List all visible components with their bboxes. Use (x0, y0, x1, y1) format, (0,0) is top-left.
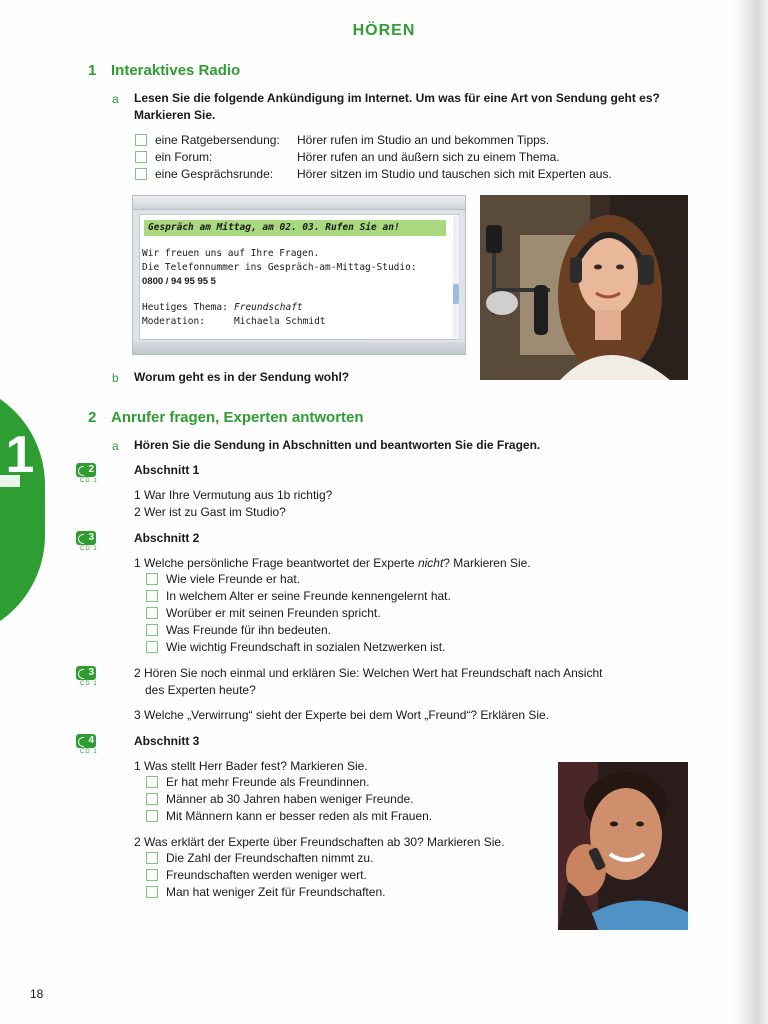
task-2a-instruction: Hören Sie die Sendung in Abschnitten und beantworten Sie die Fragen. (134, 438, 541, 452)
task-1a-instruction-line2: Markieren Sie. (134, 108, 216, 122)
option-text: Man hat weniger Zeit für Freundschaften. (166, 885, 386, 899)
cd-track-icon[interactable]: 3 CD 1 (76, 531, 98, 553)
radio-host-photo (480, 195, 688, 380)
checkbox-gespraechsrunde[interactable] (135, 168, 147, 180)
checkbox-forum[interactable] (135, 151, 147, 163)
option-text: Wie wichtig Freundschaft in sozialen Netzwerken ist. (166, 640, 446, 654)
part-2-question-2-line1: 2 Hören Sie noch einmal und erklären Sie: Welchen Wert hat Freundschaft nach Ansicht (134, 666, 603, 680)
option-term: eine Gesprächsrunde: (155, 167, 274, 181)
scrollbar[interactable] (453, 216, 459, 338)
part-2-question-2-line2: des Experten heute? (145, 683, 256, 697)
page-number: 18 (30, 987, 44, 1001)
checkbox-option[interactable] (146, 573, 158, 585)
task-1a-letter: a (112, 92, 119, 106)
part-1-title: Abschnitt 1 (134, 463, 200, 477)
announcement-topic-label: Heutiges Thema: (142, 302, 228, 313)
cd-track-icon[interactable]: 3 CD 1 (76, 666, 98, 688)
expert-photo (558, 762, 688, 930)
part-1-question-2: 2 Wer ist zu Gast im Studio? (134, 505, 286, 519)
checkbox-option[interactable] (146, 869, 158, 881)
checkbox-option[interactable] (146, 776, 158, 788)
option-text: Er hat mehr Freunde als Freundinnen. (166, 775, 370, 789)
task-1b-instruction: Worum geht es in der Sendung wohl? (134, 370, 350, 384)
man-on-phone-illustration (558, 762, 688, 930)
part-1-question-1: 1 War Ihre Vermutung aus 1b richtig? (134, 488, 333, 502)
part-2-question-1: 1 Welche persönliche Frage beantwortet der Experte nicht? Markieren Sie. (134, 556, 531, 570)
section-heading: HÖREN (352, 22, 416, 39)
checkbox-option[interactable] (146, 852, 158, 864)
cd-track-icon[interactable]: 2 CD 1 (76, 463, 98, 485)
announcement-line1: Wir freuen uns auf Ihre Fragen. (142, 248, 320, 259)
announcement-host-value: Michaela Schmidt (234, 316, 326, 327)
part-3-question-1: 1 Was stellt Herr Bader fest? Markieren Sie. (134, 759, 368, 773)
part-3-question-2: 2 Was erklärt der Experte über Freundschaften ab 30? Markieren Sie. (134, 835, 505, 849)
exercise-1-number: 1 (88, 62, 97, 79)
part-3-title: Abschnitt 3 (134, 734, 200, 748)
chapter-number: 1 (5, 426, 35, 484)
announcement-topic-value: Freundschaft (234, 302, 303, 313)
announcement-headline: Gespräch am Mittag, am 02. 03. Rufen Sie an! (144, 220, 446, 236)
option-desc: Hörer rufen an und äußern sich zu einem Thema. (297, 150, 560, 164)
task-1b-letter: b (112, 371, 119, 385)
option-desc: Hörer rufen im Studio an und bekommen Tipps. (297, 133, 550, 147)
part-2-question-3: 3 Welche „Verwirrung“ sieht der Experte bei dem Wort „Freund“? Erklären Sie. (134, 708, 550, 722)
option-term: ein Forum: (155, 150, 213, 164)
chapter-tab (0, 380, 45, 640)
browser-statusbar (133, 342, 465, 354)
cd-track-icon[interactable]: 4 CD 1 (76, 734, 98, 756)
option-text: Was Freunde für ihn bedeuten. (166, 623, 331, 637)
checkbox-option[interactable] (146, 607, 158, 619)
option-text: Männer ab 30 Jahren haben weniger Freunde. (166, 792, 414, 806)
checkbox-option[interactable] (146, 810, 158, 822)
task-1a-instruction-line1: Lesen Sie die folgende Ankündigung im Internet. Um was für eine Art von Sendung geht es? (134, 91, 660, 105)
checkbox-ratgebersendung[interactable] (135, 134, 147, 146)
browser-titlebar (133, 196, 465, 210)
scrollbar-thumb[interactable] (453, 284, 459, 304)
option-text: Freundschaften werden weniger wert. (166, 868, 367, 882)
checkbox-option[interactable] (146, 886, 158, 898)
option-text: In welchem Alter er seine Freunde kennengelernt hat. (166, 589, 451, 603)
exercise-2-number: 2 (88, 409, 97, 426)
option-text: Worüber er mit seinen Freunden spricht. (166, 606, 381, 620)
option-text: Die Zahl der Freundschaften nimmt zu. (166, 851, 374, 865)
radio-host-illustration (480, 195, 688, 380)
task-2a-letter: a (112, 439, 119, 453)
binding-shadow (732, 0, 768, 1024)
checkbox-option[interactable] (146, 793, 158, 805)
option-desc: Hörer sitzen im Studio und tauschen sich mit Experten aus. (297, 167, 612, 181)
option-text: Wie viele Freunde er hat. (166, 572, 301, 586)
option-text: Mit Männern kann er besser reden als mit Frauen. (166, 809, 433, 823)
exercise-1-title: Interaktives Radio (111, 62, 241, 79)
announcement-line2: Die Telefonnummer ins Gespräch-am-Mittag-Studio: (142, 262, 417, 273)
announcement-host-label: Moderation: (142, 316, 205, 327)
option-term: eine Ratgebersendung: (155, 133, 280, 147)
exercise-2-title: Anrufer fragen, Experten antworten (111, 409, 364, 426)
announcement-phone: 0800 / 94 95 95 5 (142, 276, 216, 287)
part-2-title: Abschnitt 2 (134, 531, 200, 545)
checkbox-option[interactable] (146, 590, 158, 602)
checkbox-option[interactable] (146, 624, 158, 636)
checkbox-option[interactable] (146, 641, 158, 653)
